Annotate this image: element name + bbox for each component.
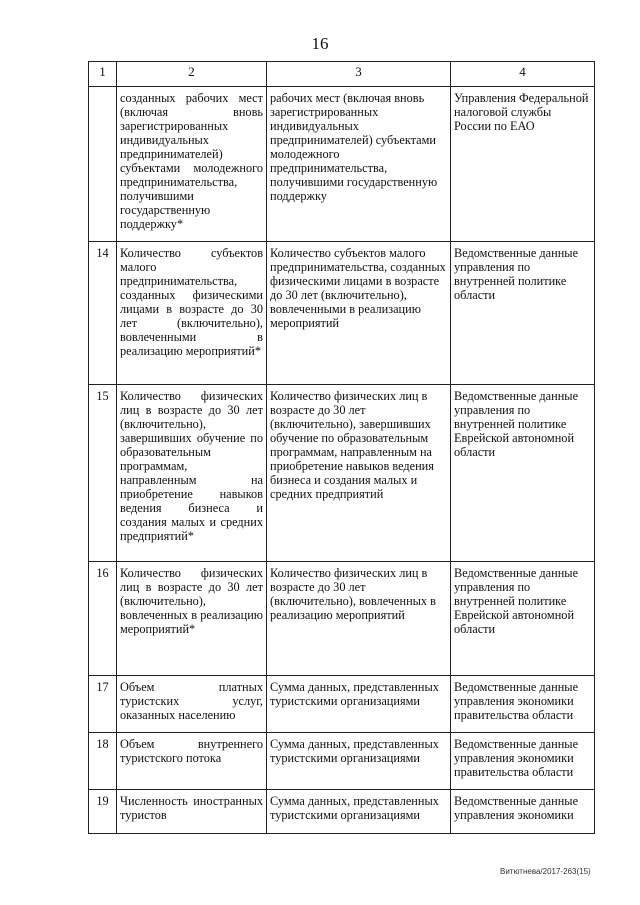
data-source: Ведомственные данные управления экономики	[451, 790, 595, 834]
indicators-table	[88, 61, 595, 834]
row-number: 18	[89, 733, 117, 790]
row-number: 17	[89, 676, 117, 733]
header-col-2: 2	[117, 62, 267, 87]
calculation-method: Количество физических лиц в возрасте до 30 лет (включительно), вовлеченных в реализацию мероприятий	[267, 562, 451, 676]
indicator-name: Количество субъектов малого предпринимательства, созданных физическими лицами в возрасте до 30 лет (включительно), вовлеченными в реализацию мероприятий*	[117, 242, 267, 385]
row-number: 15	[89, 385, 117, 562]
page-number: 16	[311, 34, 329, 53]
header-col-3: 3	[267, 62, 451, 87]
indicator-name: Численность иностранных туристов	[117, 790, 267, 834]
indicator-name: Количество физических лиц в возрасте до 30 лет (включительно), завершивших обучение по образовательным программам, направленным на приобретение навыков ведения бизнеса и создания малых и средних предприятий*	[117, 385, 267, 562]
table-row	[89, 790, 595, 834]
indicator-name: Количество физических лиц в возрасте до 30 лет (включительно), вовлеченных в реализацию мероприятий*	[117, 562, 267, 676]
table-row	[89, 385, 595, 562]
row-number: 16	[89, 562, 117, 676]
calculation-method: Количество физических лиц в возрасте до 30 лет (включительно), завершивших обучение по образовательным программам, направленным на приобретение навыков ведения бизнеса и создания малых и средних предприятий	[267, 385, 451, 562]
document-code: Витютнева/2017-263(15)	[500, 867, 591, 876]
indicator-name: созданных рабочих мест (включая вновь зарегистрированных индивидуальных предпринимателей) субъектами молодежного предпринимательства, получившими государственную поддержку*	[117, 87, 267, 242]
table-header-row	[89, 62, 595, 87]
data-source: Ведомственные данные управления экономики правительства области	[451, 676, 595, 733]
indicator-name: Объем внутреннего туристского потока	[117, 733, 267, 790]
calculation-method: Количество субъектов малого предпринимательства, созданных физическими лицами в возрасте до 30 лет (включительно), вовлеченными в реализацию мероприятий	[267, 242, 451, 385]
data-source: Управления Федеральной налоговой службы России по ЕАО	[451, 87, 595, 242]
row-number	[89, 87, 117, 242]
header-col-1: 1	[89, 62, 117, 87]
table-row	[89, 87, 595, 242]
header-col-4: 4	[451, 62, 595, 87]
data-source: Ведомственные данные управления по внутренней политике области	[451, 242, 595, 385]
table-row	[89, 733, 595, 790]
table-row	[89, 676, 595, 733]
indicator-name: Объем платных туристских услуг, оказанных населению	[117, 676, 267, 733]
data-source: Ведомственные данные управления по внутренней политике Еврейской автономной области	[451, 385, 595, 562]
calculation-method: Сумма данных, представленных туристскими организациями	[267, 790, 451, 834]
row-number: 14	[89, 242, 117, 385]
data-source: Ведомственные данные управления экономики правительства области	[451, 733, 595, 790]
calculation-method: Сумма данных, представленных туристскими организациями	[267, 733, 451, 790]
table-row	[89, 562, 595, 676]
row-number: 19	[89, 790, 117, 834]
calculation-method: Сумма данных, представленных туристскими организациями	[267, 676, 451, 733]
data-source: Ведомственные данные управления по внутренней политике Еврейской автономной области	[451, 562, 595, 676]
table-row	[89, 242, 595, 385]
calculation-method: рабочих мест (включая вновь зарегистрированных индивидуальных предпринимателей) субъектами молодежного предпринимательства, получившими государственную поддержку	[267, 87, 451, 242]
